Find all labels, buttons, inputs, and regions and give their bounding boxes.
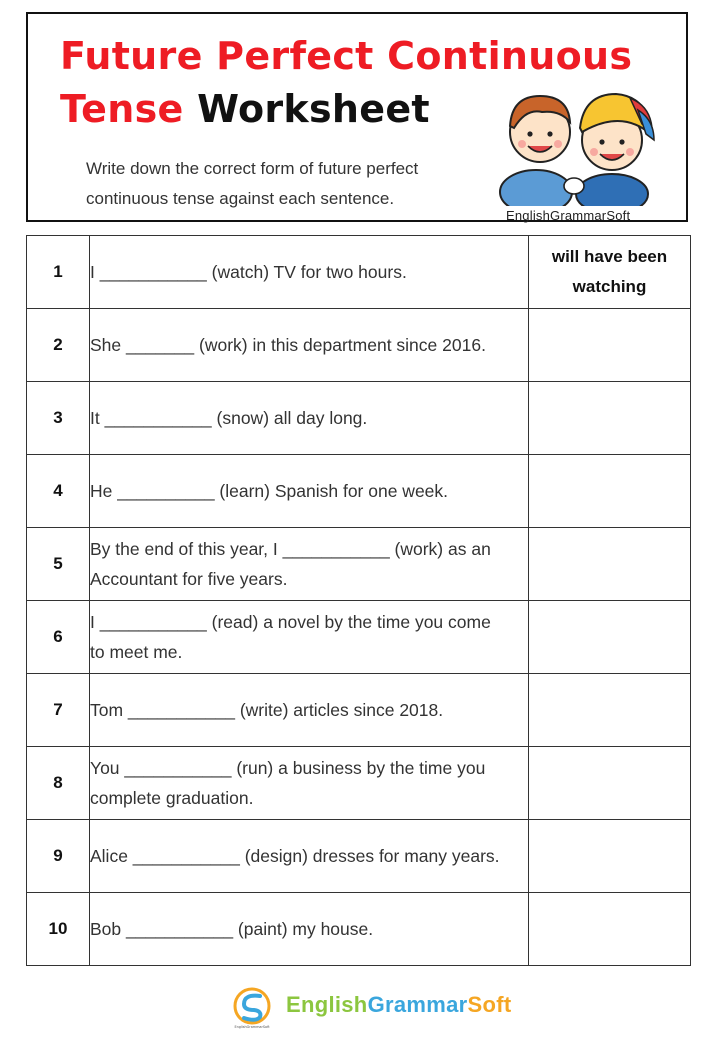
questions-table xyxy=(26,235,691,966)
answer-cell[interactable] xyxy=(529,747,691,820)
answer-cell[interactable] xyxy=(529,455,691,528)
question-sentence xyxy=(90,309,529,382)
instructions-line-2: continuous tense against each sentence. xyxy=(86,189,395,208)
question-row xyxy=(27,236,691,309)
answer-cell[interactable] xyxy=(529,236,691,309)
sentence-line: Tom ___________ (write) articles since 2018. xyxy=(90,700,444,720)
questions-table-body xyxy=(27,236,691,966)
footer-brand-grammar: Grammar xyxy=(367,992,468,1017)
answer-cell[interactable] xyxy=(529,528,691,601)
sentence-line: Accountant for five years. xyxy=(90,569,288,589)
question-row xyxy=(27,820,691,893)
sentence-line: complete graduation. xyxy=(90,788,254,808)
question-number: 2 xyxy=(27,309,90,382)
question-number: 1 xyxy=(27,236,90,309)
title-tense: Tense xyxy=(60,87,184,131)
question-sentence xyxy=(90,528,529,601)
sentence-line: to meet me. xyxy=(90,642,183,662)
sentence-line: You ___________ (run) a business by the time you xyxy=(90,758,486,778)
question-number: 10 xyxy=(27,893,90,966)
question-sentence xyxy=(90,820,529,893)
answer-cell[interactable] xyxy=(529,893,691,966)
question-row xyxy=(27,455,691,528)
answer-cell[interactable] xyxy=(529,382,691,455)
question-row xyxy=(27,382,691,455)
sentence-line: He __________ (learn) Spanish for one week. xyxy=(90,481,449,501)
two-kids-icon xyxy=(490,80,660,206)
sentence-line: By the end of this year, I ___________ (work) as an xyxy=(90,539,491,559)
question-sentence xyxy=(90,601,529,674)
englishgrammarsoft-logo-icon xyxy=(230,986,274,1030)
worksheet-header xyxy=(26,12,688,222)
sentence-line: I ___________ (read) a novel by the time you come xyxy=(90,612,491,632)
question-number: 5 xyxy=(27,528,90,601)
question-number: 4 xyxy=(27,455,90,528)
answer-cell[interactable] xyxy=(529,674,691,747)
sentence-line: Alice ___________ (design) dresses for many years. xyxy=(90,846,500,866)
instructions-line-1: Write down the correct form of future perfect xyxy=(86,159,419,178)
question-number: 8 xyxy=(27,747,90,820)
answer-line: watching xyxy=(572,277,647,296)
question-row xyxy=(27,747,691,820)
answer-cell[interactable] xyxy=(529,309,691,382)
footer-brand xyxy=(286,992,511,1018)
question-number: 3 xyxy=(27,382,90,455)
sentence-line: It ___________ (snow) all day long. xyxy=(90,408,368,428)
footer-brand-english: English xyxy=(286,992,368,1017)
instructions xyxy=(86,154,506,214)
answer-line: will have been xyxy=(551,247,668,266)
question-row xyxy=(27,601,691,674)
title-worksheet: Worksheet xyxy=(197,87,430,131)
sentence-line: Bob ___________ (paint) my house. xyxy=(90,919,374,939)
footer-brand-soft: Soft xyxy=(467,992,512,1017)
question-sentence xyxy=(90,893,529,966)
question-sentence xyxy=(90,674,529,747)
question-row xyxy=(27,309,691,382)
question-sentence xyxy=(90,747,529,820)
question-sentence xyxy=(90,382,529,455)
answer-cell[interactable] xyxy=(529,601,691,674)
question-row xyxy=(27,528,691,601)
question-number: 7 xyxy=(27,674,90,747)
sentence-line: She _______ (work) in this department since 2016. xyxy=(90,335,486,355)
footer-logo-text: EnglishGrammarSoft xyxy=(234,1025,270,1029)
sentence-line: I ___________ (watch) TV for two hours. xyxy=(90,262,407,282)
header-brand-label: EnglishGrammarSoft xyxy=(506,208,631,223)
question-number: 9 xyxy=(27,820,90,893)
title-line-1: Future Perfect Continuous xyxy=(60,34,633,78)
answer-cell[interactable] xyxy=(529,820,691,893)
question-row xyxy=(27,893,691,966)
question-number: 6 xyxy=(27,601,90,674)
question-sentence xyxy=(90,455,529,528)
question-sentence xyxy=(90,236,529,309)
question-row xyxy=(27,674,691,747)
